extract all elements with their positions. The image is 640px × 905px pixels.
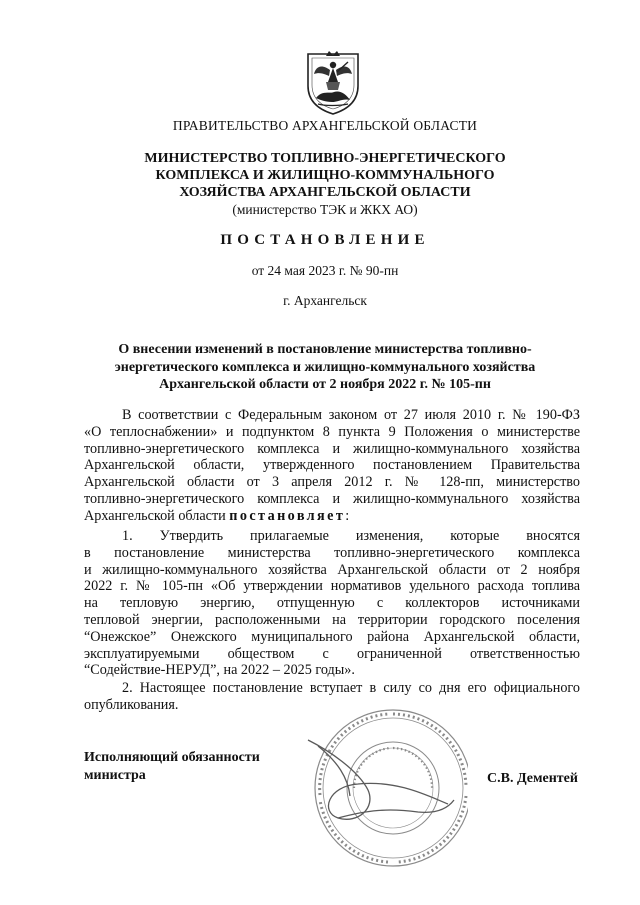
document-subject bbox=[60, 341, 590, 394]
item-1-paragraph bbox=[84, 528, 580, 679]
subject-line: энергетического комплекса и жилищно-коммунального хозяйства bbox=[114, 359, 536, 375]
preamble-paragraph bbox=[84, 407, 580, 525]
position-line: министра bbox=[84, 768, 146, 783]
ministry-name-line: КОМПЛЕКСА И ЖИЛИЩНО-КОММУНАЛЬНОГО bbox=[155, 168, 495, 183]
subject-line: Архангельской области от 2 ноября 2022 г. № 105-пн bbox=[159, 377, 491, 392]
subject-line: О внесении изменений в постановление министерства топливно- bbox=[118, 342, 532, 357]
government-name: ПРАВИТЕЛЬСТВО АРХАНГЕЛЬСКОЙ ОБЛАСТИ bbox=[172, 118, 478, 133]
official-seal bbox=[298, 700, 468, 880]
text-line: “Онежское” Онежского муниципального района Архангельской области, bbox=[84, 628, 580, 645]
text-line: Архангельской области, утвержденного постановлением Правительства bbox=[84, 457, 580, 474]
ministry-name-line: ХОЗЯЙСТВА АРХАНГЕЛЬСКОЙ ОБЛАСТИ bbox=[179, 185, 471, 200]
document-city: г. Архангельск bbox=[283, 293, 367, 308]
text-line: топливно-энергетического комплекса и жилищно-коммунального хозяйства bbox=[84, 490, 580, 507]
ministry-name-line: МИНИСТЕРСТВО ТОПЛИВНО-ЭНЕРГЕТИЧЕСКОГО bbox=[144, 151, 506, 166]
text-line: Архангельской области от 3 апреля 2012 г. № 128-пп, министерство bbox=[84, 474, 580, 491]
text-line: на тепловую энергию, отпущенную с коллекторов источниками bbox=[84, 595, 580, 612]
text-line: В соответствии с Федеральным законом от 27 июля 2010 г. № 190-ФЗ bbox=[122, 407, 580, 423]
text-fragment: : bbox=[345, 507, 350, 524]
text-line: топливно-энергетического комплекса и жилищно-коммунального хозяйства bbox=[84, 440, 580, 457]
signatory-name: С.В. Дементей bbox=[487, 771, 578, 786]
text-fragment: Архангельской области bbox=[84, 507, 230, 524]
text-line bbox=[84, 508, 580, 525]
ministry-name bbox=[60, 150, 590, 201]
signatory-position bbox=[84, 749, 260, 785]
position-line: Исполняющий обязанности bbox=[84, 750, 260, 765]
text-line: 2. Настоящее постановление вступает в силу со дня его официального bbox=[122, 680, 580, 696]
text-line: опубликования. bbox=[84, 696, 179, 713]
text-line: «О теплоснабжении» и подпунктом 8 пункта 9 Положения о министерстве bbox=[84, 423, 580, 440]
text-line: тепловой энергии, расположенными на территории городского поселения bbox=[84, 611, 580, 628]
ministry-short-name: (министерство ТЭК и ЖКХ АО) bbox=[232, 202, 418, 217]
text-line: в постановление министерства топливно-энергетического комплекса bbox=[84, 544, 580, 561]
text-line: и жилищно-коммунального хозяйства Архангельской области от 2 ноября bbox=[84, 561, 580, 578]
text-line: “Содействие-НЕРУД”, на 2022 – 2025 годы». bbox=[84, 662, 355, 679]
text-line: эксплуатируемыми обществом с ограниченной ответственностью bbox=[84, 645, 580, 662]
coat-of-arms-emblem bbox=[304, 50, 362, 116]
document-date-number: от 24 мая 2023 г. № 90-пн bbox=[251, 263, 399, 278]
text-line: 2022 г. № 105-пн «Об утверждении нормативов удельного расхода топлива bbox=[84, 578, 580, 595]
decree-word: постановляет bbox=[229, 507, 346, 524]
document-type: ПОСТАНОВЛЕНИЕ bbox=[220, 232, 430, 248]
text-line: 1. Утвердить прилагаемые изменения, которые вносятся bbox=[122, 528, 580, 544]
